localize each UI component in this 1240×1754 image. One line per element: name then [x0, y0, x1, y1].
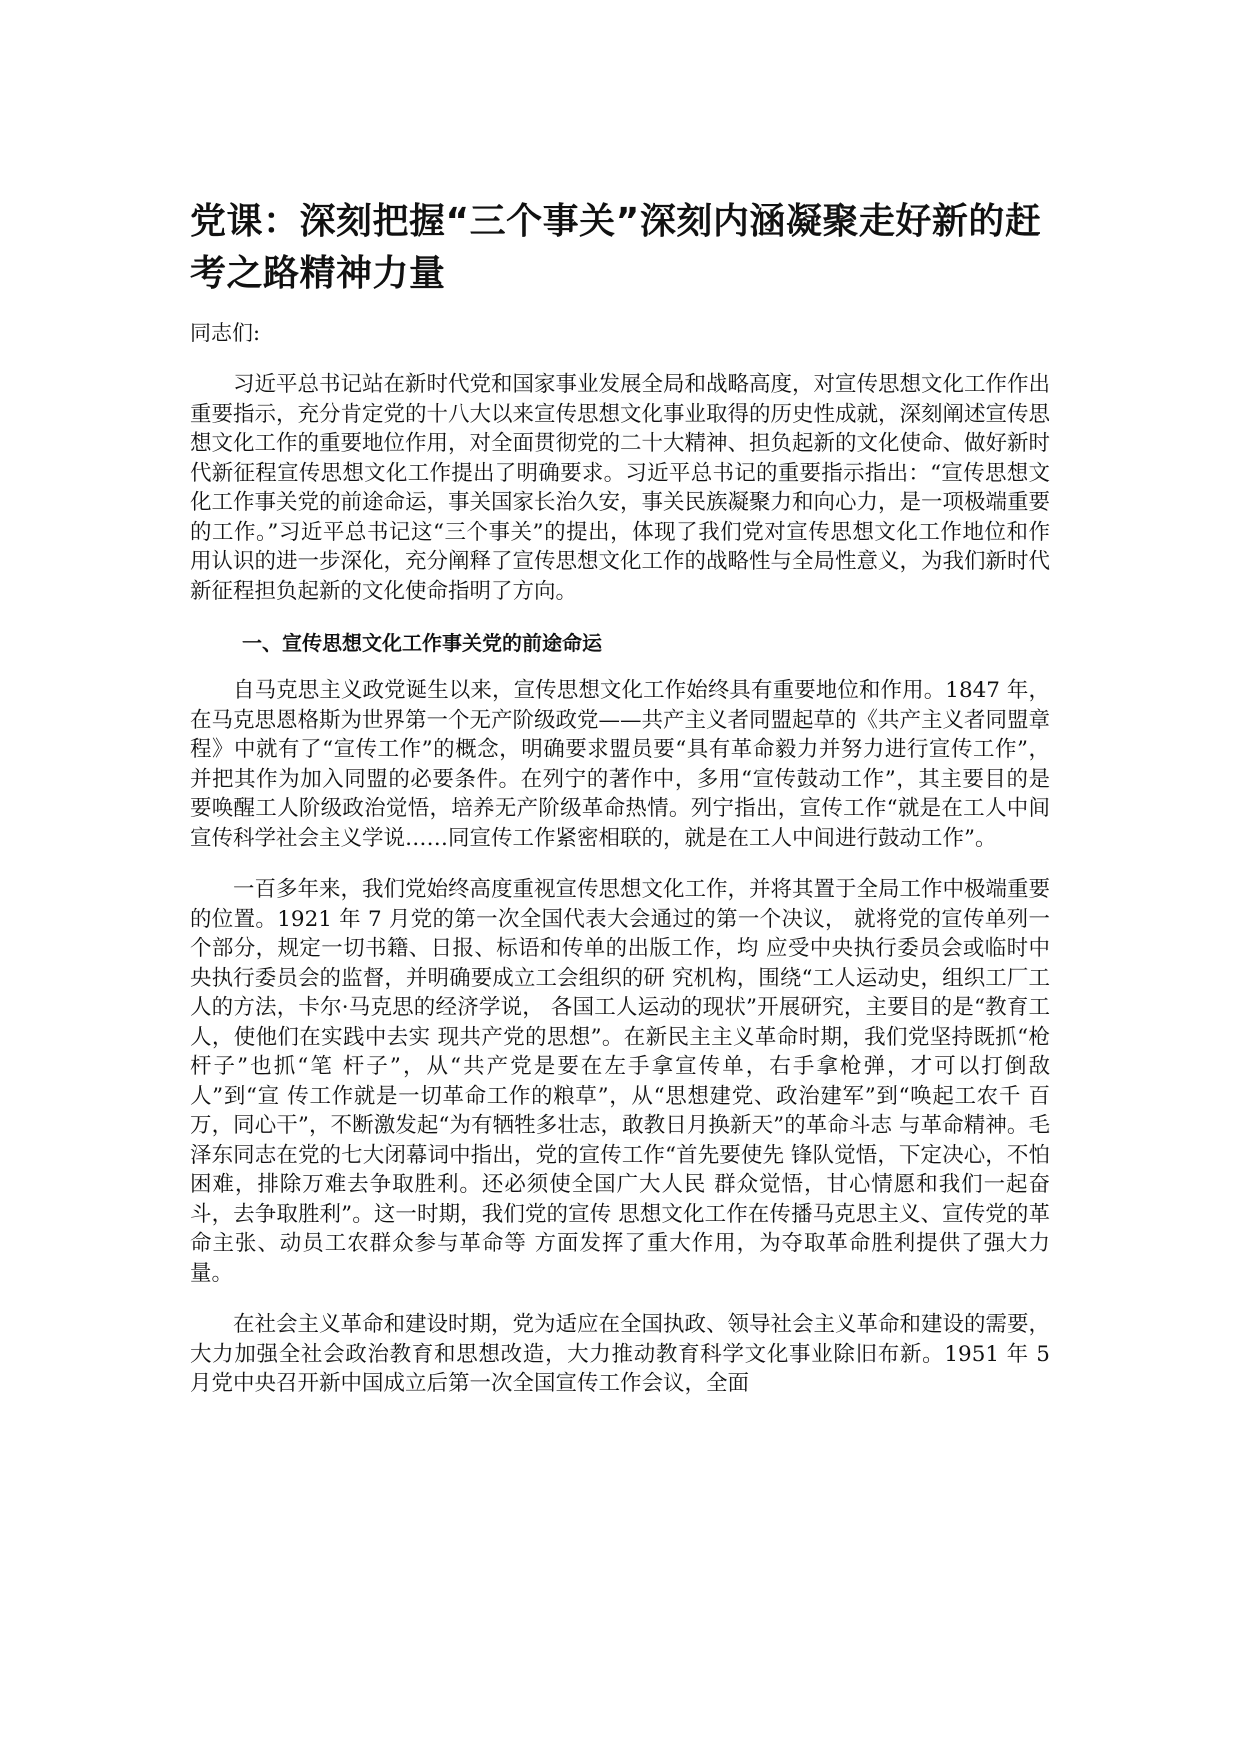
document-page [190, 196, 1050, 1421]
section-paragraph: 在社会主义革命和建设时期，党为适应在全国执政、领导社会主义革命和建设的需要，大力加强全社会政治教育和思想改造，大力推动教育科学文化事业除旧布新。1951 年 5 月党中央召开新中国成立后第一次全国宣传工作会议，全面 [190, 1312, 1051, 1396]
page-title: 党课：深刻把握“三个事关”深刻内涵凝聚走好新的赶考之路精神力量 [190, 201, 1042, 294]
section-paragraph: 一百多年来，我们党始终高度重视宣传思想文化工作，并将其置于全局工作中极端重要的位置。1921 年 7 月党的第一次全国代表大会通过的第一个决议， 就将党的宣传单列一个部分，规定一切书籍、日报、标语和传单的出版工作，均 应受中央执行委员会或临时中央执行委员会的监督，并明确要成立工会组织的研 究机构，围绕“工人运动史，组织工厂工人的方法，卡尔·马克思的经济学说， 各国工人运动的现状”开展研究，主要目的是“教育工人，使他们在实践中去实 现共产党的思想”。在新民主主义革命时期，我们党坚持既抓“枪杆子”也抓“笔 杆子”，从“共产党是要在左手拿宣传单，右手拿枪弹，才可以打倒敌人”到“宣 传工作就是一切革命工作的粮草”，从“思想建党、政治建军”到“唤起工农千 百万，同心干”，不断激发起“为有牺牲多壮志，敢教日月换新天”的革命斗志 与革命精神。毛泽东同志在党的七大闭幕词中指出，党的宣传工作“首先要使先 锋队觉悟，下定决心，不怕困难，排除万难去争取胜利。还必须使全国广大人民 群众觉悟，甘心情愿和我们一起奋斗，去争取胜利”。这一时期，我们党的宣传 思想文化工作在传播马克思主义、宣传党的革命主张、动员工农群众参与革命等 方面发挥了重大作用，为夺取革命胜利提供了强大力量。 [190, 877, 1051, 1286]
greeting: 同志们: [190, 321, 261, 345]
section-paragraph: 自马克思主义政党诞生以来，宣传思想文化工作始终具有重要地位和作用。1847 年，在马克思恩格斯为世界第一个无产阶级政党——共产主义者同盟起草的《共产主义者同盟章程》中就有了“宣传工作”的概念，明确要求盟员要“具有革命毅力并努力进行宣传工作”，并把其作为加入同盟的必要条件。在列宁的著作中，多用“宣传鼓动工作”，其主要目的是要唤醒工人阶级政治觉悟，培养无产阶级革命热情。列宁指出，宣传工作“就是在工人中间宣传科学社会主义学说……同宣传工作紧密相联的，就是在工人中间进行鼓动工作”。 [190, 678, 1051, 851]
section-heading: 一、宣传思想文化工作事关党的前途命运 [242, 631, 602, 655]
intro-paragraph: 习近平总书记站在新时代党和国家事业发展全局和战略高度，对宣传思想文化工作作出重要指示，充分肯定党的十八大以来宣传思想文化事业取得的历史性成就，深刻阐述宣传思想文化工作的重要地位作用，对全面贯彻党的二十大精神、担负起新的文化使命、做好新时代新征程宣传思想文化工作提出了明确要求。习近平总书记的重要指示指出：“宣传思想文化工作事关党的前途命运，事关国家长治久安，事关民族凝聚力和向心力，是一项极端重要的工作。”习近平总书记这“三个事关”的提出，体现了我们党对宣传思想文化工作地位和作用认识的进一步深化，充分阐释了宣传思想文化工作的战略性与全局性意义，为我们新时代新征程担负起新的文化使命指明了方向。 [190, 372, 1051, 604]
